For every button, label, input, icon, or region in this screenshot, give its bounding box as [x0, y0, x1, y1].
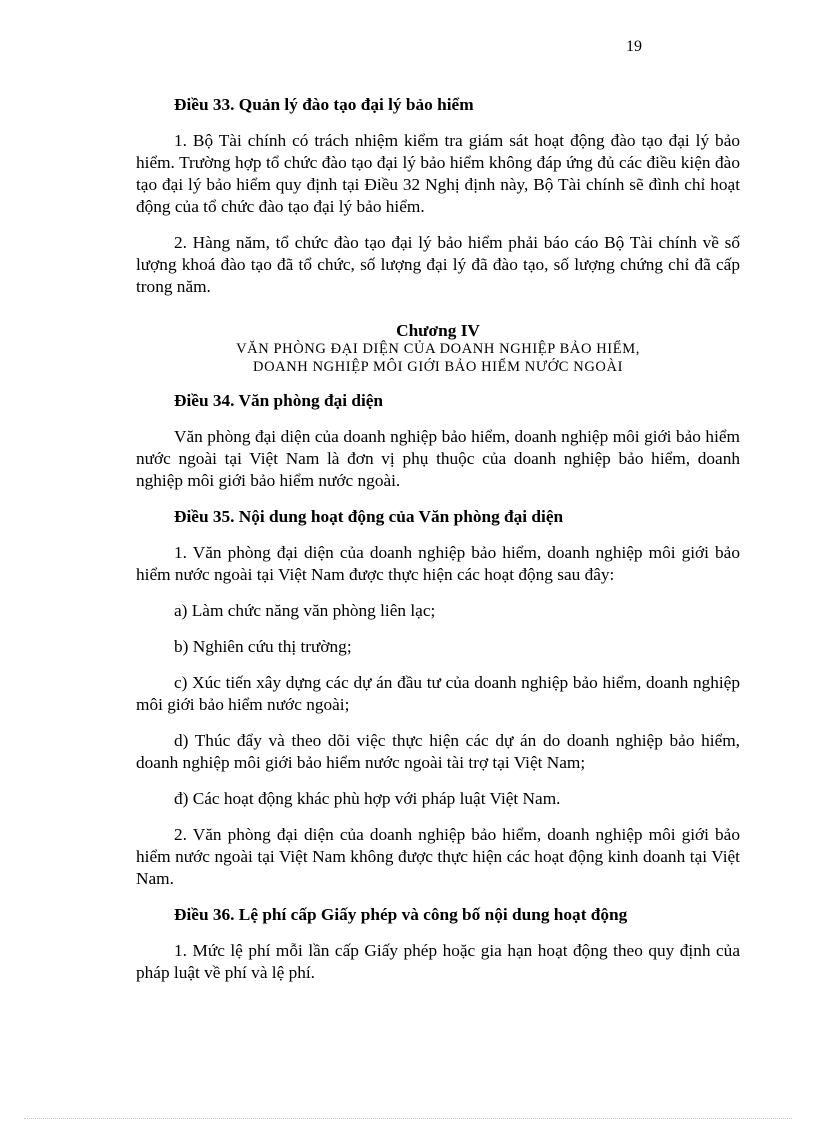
- article-34-heading: Điều 34. Văn phòng đại diện: [174, 391, 384, 410]
- article-35-item-c: c) Xúc tiến xây dựng các dự án đầu tư của doanh nghiệp bảo hiểm, doanh nghiệp môi giới bảo hiểm nước ngoài;: [136, 673, 740, 714]
- article-36-heading: Điều 36. Lệ phí cấp Giấy phép và công bố nội dung hoạt động: [174, 905, 628, 924]
- chapter-title-line-1: VĂN PHÒNG ĐẠI DIỆN CỦA DOANH NGHIỆP BẢO HIỂM,: [236, 341, 640, 357]
- article-35-item-b: b) Nghiên cứu thị trường;: [174, 637, 352, 656]
- article-33-clause-1: 1. Bộ Tài chính có trách nhiệm kiểm tra giám sát hoạt động đào tạo đại lý bảo hiểm. Trường hợp tổ chức đào tạo đại lý bảo hiểm không đáp ứng đủ các điều kiện đào tạo đại lý bảo hiểm quy định tại Điều 32 Nghị định này, Bộ Tài chính sẽ đình chỉ hoạt động của tổ chức đào tạo đại lý bảo hiểm.: [136, 131, 740, 216]
- article-35-item-a: a) Làm chức năng văn phòng liên lạc;: [174, 601, 436, 620]
- chapter-number: Chương IV: [396, 321, 480, 340]
- article-33-clause-2: 2. Hàng năm, tổ chức đào tạo đại lý bảo hiểm phải báo cáo Bộ Tài chính về số lượng khoá đào tạo đã tổ chức, số lượng đại lý đã đào tạo, số lượng chứng chỉ đã cấp trong năm.: [136, 233, 740, 296]
- article-34-body: Văn phòng đại diện của doanh nghiệp bảo hiểm, doanh nghiệp môi giới bảo hiểm nước ngoài tại Việt Nam là đơn vị phụ thuộc của doanh nghiệp bảo hiểm, doanh nghiệp môi giới bảo hiểm nước ngoài.: [136, 427, 740, 490]
- article-36-clause-1: 1. Mức lệ phí mỗi lần cấp Giấy phép hoặc gia hạn hoạt động theo quy định của pháp luật về phí và lệ phí.: [136, 941, 740, 982]
- article-35-clause-2: 2. Văn phòng đại diện của doanh nghiệp bảo hiểm, doanh nghiệp môi giới bảo hiểm nước ngoài tại Việt Nam không được thực hiện các hoạt động kinh doanh tại Việt Nam.: [136, 825, 740, 888]
- page-number: 19: [626, 38, 642, 55]
- article-35-item-dd: đ) Các hoạt động khác phù hợp với pháp luật Việt Nam.: [174, 789, 561, 808]
- article-35-clause-1: 1. Văn phòng đại diện của doanh nghiệp bảo hiểm, doanh nghiệp môi giới bảo hiểm nước ngoài tại Việt Nam được thực hiện các hoạt động sau đây:: [136, 543, 740, 584]
- chapter-header: [136, 322, 740, 376]
- article-33-heading: Điều 33. Quản lý đào tạo đại lý bảo hiểm: [174, 95, 474, 114]
- article-35-heading: Điều 35. Nội dung hoạt động của Văn phòng đại diện: [174, 507, 564, 526]
- chapter-title-line-2: DOANH NGHIỆP MÔI GIỚI BẢO HIỂM NƯỚC NGOÀI: [253, 359, 623, 375]
- article-35-item-d: d) Thúc đẩy và theo dõi việc thực hiện các dự án do doanh nghiệp bảo hiểm, doanh nghiệp môi giới bảo hiểm nước ngoài tài trợ tại Việt Nam;: [136, 731, 740, 772]
- document-body: [136, 94, 740, 998]
- page-bottom-divider: [24, 1118, 792, 1119]
